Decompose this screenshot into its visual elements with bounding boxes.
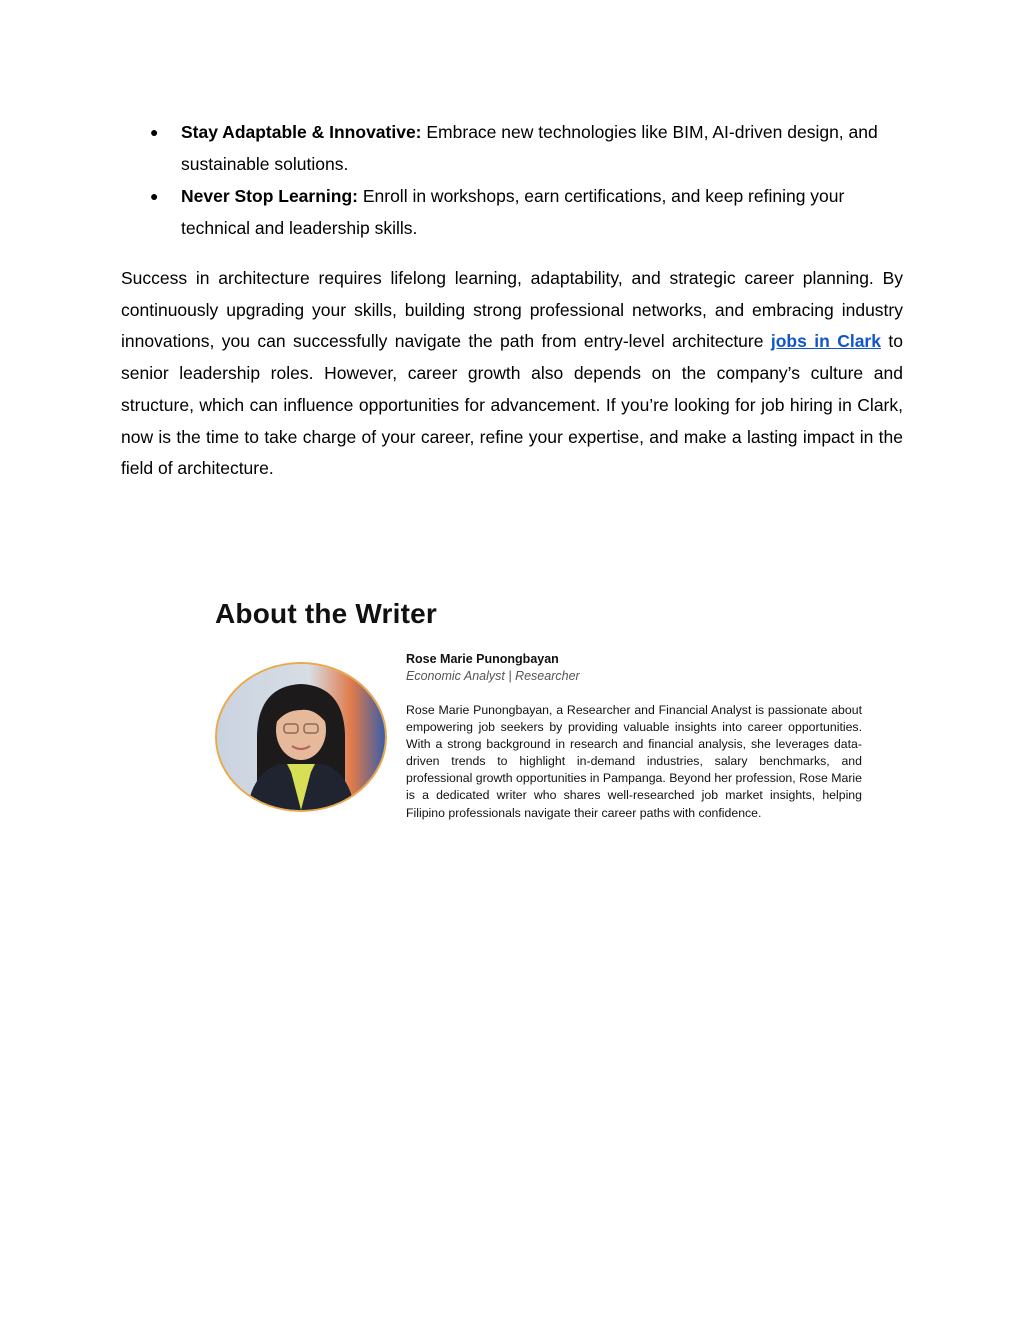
paragraph-text-before-link: Success in architecture requires lifelong learning, adaptability, and strategic career planning. By continuously upgrading your skills, building strong professional networks, and embracing industry innovations, you can successfully navigate the path from entry-level architecture: [121, 268, 903, 352]
writer-info: [406, 651, 862, 822]
conclusion-paragraph: [121, 263, 903, 485]
writer-portrait-icon: [217, 664, 385, 810]
jobs-in-clark-link[interactable]: jobs in Clark: [770, 331, 881, 352]
bullet-text: Enroll in workshops, earn certifications, and keep refining your technical and leadership skills.: [181, 186, 845, 238]
bullet-text: Embrace new technologies like BIM, AI-driven design, and sustainable solutions.: [181, 122, 878, 174]
paragraph-text-after-link: to senior leadership roles. However, career growth also depends on the company’s culture and structure, which can influence opportunities for advancement. If you’re looking for job hiring in Clark, now is the time to take charge of your career, refine your expertise, and make a lasting impact in the field of architecture.: [121, 331, 903, 479]
writer-photo: [215, 662, 387, 812]
bullet-bold-label: Stay Adaptable & Innovative:: [181, 122, 422, 142]
bullet-dot-icon: ●: [150, 188, 159, 204]
about-writer-heading: About the Writer: [215, 598, 438, 629]
about-writer-section: [215, 598, 865, 843]
list-item: [150, 180, 910, 244]
writer-name: Rose Marie Punongbayan: [406, 652, 559, 666]
bullet-list: [150, 116, 910, 244]
bullet-bold-label: Never Stop Learning:: [181, 186, 358, 206]
list-item: [150, 116, 910, 180]
writer-role: Economic Analyst | Researcher: [406, 669, 580, 683]
bullet-dot-icon: ●: [150, 124, 159, 140]
writer-bio: Rose Marie Punongbayan, a Researcher and Financial Analyst is passionate about empowering job seekers by providing valuable insights into career opportunities. With a strong background in research and financial analysis, she leverages data-driven trends to highlight in-demand industries, salary benchmarks, and professional growth opportunities in Pampanga. Beyond her profession, Rose Marie is a dedicated writer who shares well-researched job market insights, helping Filipino professionals navigate their career paths with confidence.: [406, 703, 862, 820]
